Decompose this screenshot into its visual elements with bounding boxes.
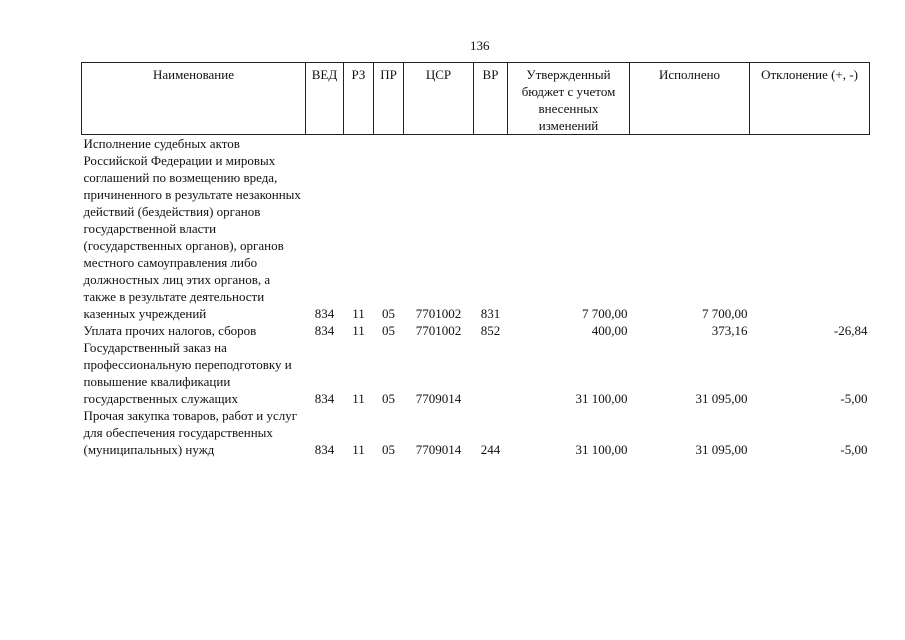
row-ved: 834 bbox=[314, 391, 335, 406]
row-rz: 11 bbox=[352, 323, 365, 338]
table-row bbox=[82, 322, 870, 339]
row-csr: 7709014 bbox=[415, 391, 462, 406]
row-ved: 834 bbox=[314, 442, 335, 457]
row-vr: 244 bbox=[480, 442, 501, 457]
header-deviation: Отклонение (+, -) bbox=[750, 63, 870, 135]
row-pr: 05 bbox=[382, 442, 395, 457]
row-approved: 400,00 bbox=[591, 323, 628, 338]
row-approved: 7 700,00 bbox=[582, 306, 628, 321]
header-approved: Утвержденный бюджет с учетом внесенных изменений bbox=[508, 63, 630, 135]
row-name: Исполнение судебных актов Российской Федерации и мировых соглашений по возмещению вреда, причиненного в результате незаконных действий (бездействия) органов государственной власти (государственных органов), органов местного самоуправления либо должностных лиц этих органов, а также в результате деятельности казенных учреждений bbox=[83, 136, 301, 321]
header-pr: ПР bbox=[374, 63, 404, 135]
budget-execution-table bbox=[81, 62, 870, 458]
header-vr: ВР bbox=[474, 63, 508, 135]
header-csr: ЦСР bbox=[404, 63, 474, 135]
row-pr: 05 bbox=[382, 323, 395, 338]
table-row bbox=[82, 339, 870, 407]
header-executed: Исполнено bbox=[630, 63, 750, 135]
row-name: Уплата прочих налогов, сборов bbox=[83, 323, 257, 338]
row-vr: 852 bbox=[480, 323, 501, 338]
table-row bbox=[82, 135, 870, 323]
row-executed: 373,16 bbox=[711, 323, 748, 338]
row-name: Прочая закупка товаров, работ и услуг для обеспечения государственных (муниципальных) нужд bbox=[83, 408, 298, 457]
row-csr: 7709014 bbox=[415, 442, 462, 457]
row-rz: 11 bbox=[352, 442, 365, 457]
row-deviation: -5,00 bbox=[840, 442, 868, 457]
row-pr: 05 bbox=[382, 391, 395, 406]
row-deviation bbox=[750, 135, 870, 323]
row-name: Государственный заказ на профессиональную переподготовку и повышение квалификации государственных служащих bbox=[83, 340, 292, 406]
header-rz: РЗ bbox=[344, 63, 374, 135]
row-ved: 834 bbox=[314, 323, 335, 338]
row-vr bbox=[474, 339, 508, 407]
row-csr: 7701002 bbox=[415, 306, 462, 321]
row-ved: 834 bbox=[314, 306, 335, 321]
header-ved: ВЕД bbox=[306, 63, 344, 135]
row-approved: 31 100,00 bbox=[575, 391, 628, 406]
row-rz: 11 bbox=[352, 391, 365, 406]
row-approved: 31 100,00 bbox=[575, 442, 628, 457]
header-name: Наименование bbox=[82, 63, 306, 135]
row-deviation: -5,00 bbox=[840, 391, 868, 406]
row-pr: 05 bbox=[382, 306, 395, 321]
row-deviation: -26,84 bbox=[833, 323, 868, 338]
row-rz: 11 bbox=[352, 306, 365, 321]
row-executed: 31 095,00 bbox=[695, 442, 748, 457]
table-row bbox=[82, 407, 870, 458]
row-executed: 31 095,00 bbox=[695, 391, 748, 406]
row-vr: 831 bbox=[480, 306, 501, 321]
page-number: 136 bbox=[470, 38, 490, 53]
row-executed: 7 700,00 bbox=[702, 306, 748, 321]
table-header-row bbox=[82, 63, 870, 135]
row-csr: 7701002 bbox=[415, 323, 462, 338]
